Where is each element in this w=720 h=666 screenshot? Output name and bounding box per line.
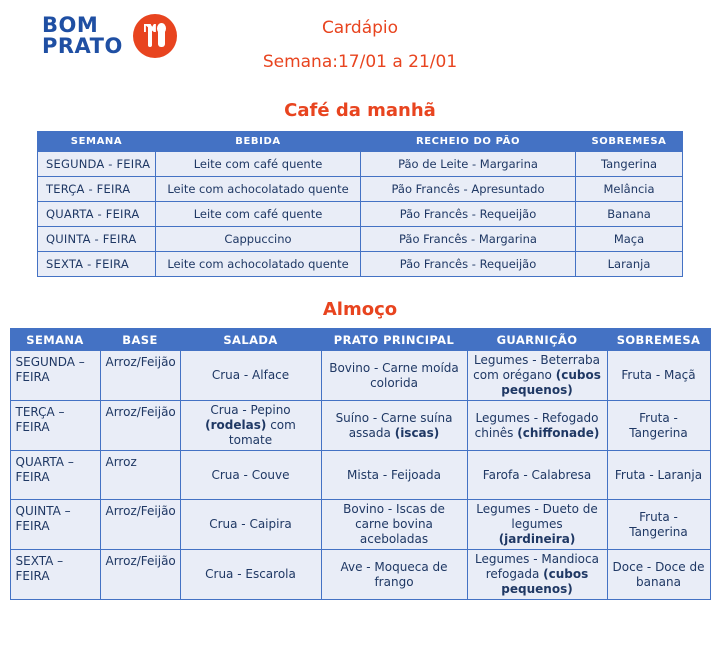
logo-line-1: BOM	[42, 12, 99, 37]
lunch-salada: Crua - Escarola	[180, 550, 321, 600]
lunch-salada: Crua - Caipira	[180, 500, 321, 550]
breakfast-sobremesa: Maça	[576, 227, 683, 252]
lunch-sobremesa: Fruta - Laranja	[607, 451, 710, 500]
breakfast-day: TERÇA - FEIRA	[38, 177, 156, 202]
table-row	[38, 177, 683, 202]
lunch-base: Arroz/Feijão	[100, 550, 180, 600]
breakfast-day: QUINTA - FEIRA	[38, 227, 156, 252]
lunch-table	[10, 328, 711, 600]
fork-icon	[148, 25, 152, 47]
lunch-sobremesa: Doce - Doce de banana	[607, 550, 710, 600]
lunch-guarnicao: Legumes - Dueto de legumes (jardineira)	[467, 500, 607, 550]
lunch-salada: Crua - Pepino (rodelas) com tomate	[180, 401, 321, 451]
breakfast-col-sobremesa: SOBREMESA	[576, 132, 683, 152]
breakfast-bebida: Leite com achocolatado quente	[156, 177, 361, 202]
lunch-section-title: Almoço	[322, 299, 398, 320]
breakfast-recheio: Pão Francês - Apresuntado	[361, 177, 576, 202]
bom-prato-logo	[42, 14, 177, 58]
lunch-sobremesa: Fruta - Maçã	[607, 351, 710, 401]
lunch-salada: Crua - Alface	[180, 351, 321, 401]
lunch-guarnicao: Legumes - Beterraba com orégano (cubos pequenos)	[467, 351, 607, 401]
breakfast-sobremesa: Banana	[576, 202, 683, 227]
table-row	[10, 451, 710, 500]
breakfast-table	[37, 131, 683, 277]
breakfast-col-bebida: BEBIDA	[156, 132, 361, 152]
lunch-sobremesa: Fruta - Tangerina	[607, 401, 710, 451]
lunch-prato: Bovino - Iscas de carne bovina aceboladas	[321, 500, 467, 550]
breakfast-recheio: Pão Francês - Margarina	[361, 227, 576, 252]
lunch-prato: Ave - Moqueca de frango	[321, 550, 467, 600]
lunch-day: QUINTA – FEIRA	[10, 500, 100, 550]
lunch-col-base: BASE	[100, 329, 180, 351]
week-range: Semana:17/01 a 21/01	[262, 52, 458, 72]
lunch-sobremesa: Fruta - Tangerina	[607, 500, 710, 550]
page-header	[0, 0, 720, 90]
lunch-day: SEXTA – FEIRA	[10, 550, 100, 600]
breakfast-bebida: Cappuccino	[156, 227, 361, 252]
table-row	[38, 152, 683, 177]
lunch-header-row	[10, 329, 710, 351]
breakfast-day: QUARTA - FEIRA	[38, 202, 156, 227]
lunch-base: Arroz	[100, 451, 180, 500]
lunch-base: Arroz/Feijão	[100, 500, 180, 550]
logo-line-2: PRATO	[42, 34, 123, 58]
lunch-day: TERÇA – FEIRA	[10, 401, 100, 451]
lunch-guarnicao: Legumes - Mandioca refogada (cubos pequenos)	[467, 550, 607, 600]
lunch-base: Arroz/Feijão	[100, 351, 180, 401]
table-row	[38, 252, 683, 277]
spoon-icon	[158, 25, 165, 47]
breakfast-recheio: Pão de Leite - Margarina	[361, 152, 576, 177]
lunch-col-sobremesa: SOBREMESA	[607, 329, 710, 351]
breakfast-sobremesa: Melância	[576, 177, 683, 202]
breakfast-bebida: Leite com café quente	[156, 152, 361, 177]
table-row	[38, 227, 683, 252]
breakfast-bebida: Leite com achocolatado quente	[156, 252, 361, 277]
lunch-prato: Bovino - Carne moída colorida	[321, 351, 467, 401]
table-row	[10, 500, 710, 550]
table-row	[10, 550, 710, 600]
breakfast-section-title: Café da manhã	[284, 100, 436, 121]
breakfast-sobremesa: Tangerina	[576, 152, 683, 177]
breakfast-header-row	[38, 132, 683, 152]
lunch-prato: Mista - Feijoada	[321, 451, 467, 500]
breakfast-bebida: Leite com café quente	[156, 202, 361, 227]
page-title: Cardápio	[321, 18, 399, 38]
table-row	[38, 202, 683, 227]
lunch-day: SEGUNDA – FEIRA	[10, 351, 100, 401]
breakfast-recheio: Pão Francês - Requeijão	[361, 202, 576, 227]
table-row	[10, 401, 710, 451]
lunch-base: Arroz/Feijão	[100, 401, 180, 451]
breakfast-day: SEGUNDA - FEIRA	[38, 152, 156, 177]
fork-spoon-icon	[133, 14, 177, 58]
lunch-col-semana: SEMANA	[10, 329, 100, 351]
table-row	[10, 351, 710, 401]
lunch-col-salada: SALADA	[180, 329, 321, 351]
lunch-day: QUARTA – FEIRA	[10, 451, 100, 500]
breakfast-day: SEXTA - FEIRA	[38, 252, 156, 277]
lunch-guarnicao: Farofa - Calabresa	[467, 451, 607, 500]
lunch-guarnicao: Legumes - Refogado chinês (chiffonade)	[467, 401, 607, 451]
breakfast-sobremesa: Laranja	[576, 252, 683, 277]
breakfast-recheio: Pão Francês - Requeijão	[361, 252, 576, 277]
breakfast-col-recheio: RECHEIO DO PÃO	[361, 132, 576, 152]
lunch-col-prato: PRATO PRINCIPAL	[321, 329, 467, 351]
logo-text	[42, 12, 123, 58]
breakfast-col-semana: SEMANA	[38, 132, 156, 152]
lunch-col-guarnicao: GUARNIÇÃO	[467, 329, 607, 351]
lunch-salada: Crua - Couve	[180, 451, 321, 500]
lunch-prato: Suíno - Carne suína assada (iscas)	[321, 401, 467, 451]
